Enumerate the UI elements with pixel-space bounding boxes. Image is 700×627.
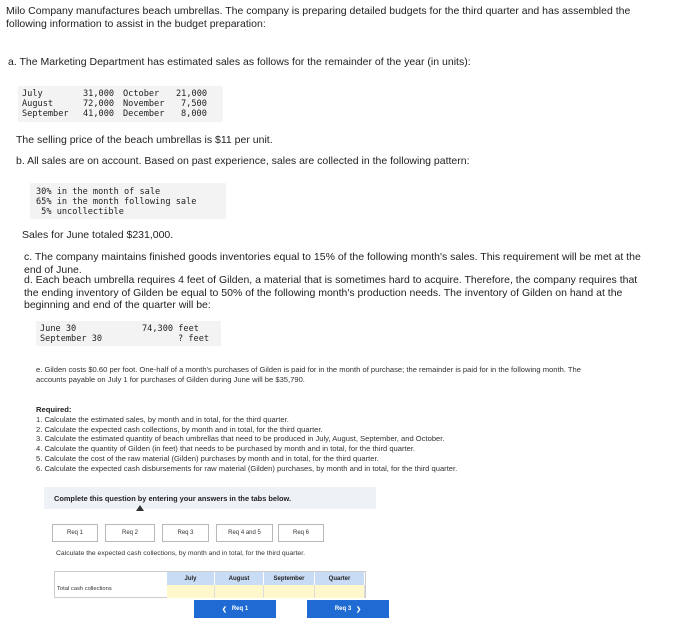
instruction-text: Complete this question by entering your answers in the tabs below.: [54, 493, 292, 503]
required-item: 3. Calculate the estimated quantity of beach umbrellas that need to be produced in July, August, September, and October.: [36, 434, 445, 444]
cursor-icon: [136, 505, 144, 511]
sales-month-1: July: [22, 89, 43, 99]
item-d: d. Each beach umbrella requires 4 feet of Gilden, a material that is sometimes hard to acquire. Therefore, the company requires that the ending inventory of Gilden be equal to 50% of the following month's production needs. The inventory of Gilden on hand at the beginning and end of the quarter will be:: [24, 274, 638, 311]
next-label: Req 3: [334, 606, 352, 612]
sales-month-1: September: [22, 109, 69, 119]
sales-month-2: December: [123, 109, 165, 119]
sales-table: [18, 86, 223, 122]
answer-table: [54, 571, 366, 598]
quarter-input[interactable]: [315, 585, 365, 598]
item-b: b. All sales are on account. Based on past experience, sales are collected in the following pattern:: [16, 155, 470, 167]
tab-bar: [52, 524, 332, 542]
item-c: c. The company maintains finished goods inventories equal to 15% of the following month's sales. This requirement will be met at the end of June.: [24, 251, 641, 276]
pattern-line: 65% in the month following sale: [36, 197, 197, 207]
sales-value-1: 41,000: [83, 109, 115, 119]
tab-label: Req 1: [66, 530, 83, 536]
gilden-inventory: [36, 321, 221, 346]
collection-pattern: [30, 183, 226, 219]
sales-month-1: August: [22, 99, 54, 109]
gilden-value: 74,300 feet: [142, 324, 199, 334]
chevron-left-icon: ❮: [221, 606, 227, 613]
chevron-right-icon: ❯: [356, 606, 362, 613]
col-header-july: July: [167, 572, 215, 585]
instruction-box: [44, 487, 376, 509]
item-e: e. Gilden costs $0.60 per foot. One-half of a month's purchases of Gilden is paid for in the month of purchase; the remainder is paid for in the following month. The accounts payable on July 1 for purchases of Gilden during June will be $35,790.: [36, 365, 581, 384]
col-header-quarter: Quarter: [315, 572, 365, 585]
prompt-text: Calculate the expected cash collections, by month and in total, for the third quarter.: [56, 550, 305, 557]
required-item: 4. Calculate the quantity of Gilden (in feet) that needs to be purchased by month and in total, for the third quarter.: [36, 444, 416, 454]
prev-label: Req 1: [231, 606, 249, 612]
gilden-value: ? feet: [178, 334, 210, 344]
sales-value-1: 31,000: [83, 89, 115, 99]
required-item: 5. Calculate the cost of the raw material (Gilden) purchases by month and in total, for the third quarter.: [36, 453, 379, 463]
intro-text: Milo Company manufactures beach umbrellas. The company is preparing detailed budgets for the third quarter and has assembled the following information to assist in the budget preparation:: [6, 5, 631, 30]
col-header-august: August: [215, 572, 264, 585]
tab-req-2[interactable]: [105, 524, 155, 542]
required-item: 1. Calculate the estimated sales, by month and in total, for the third quarter.: [36, 414, 289, 424]
price-line: The selling price of the beach umbrellas is $11 per unit.: [16, 134, 273, 146]
gilden-label: June 30: [40, 324, 77, 334]
sales-month-2: November: [123, 99, 165, 109]
tab-label: Req 3: [177, 530, 194, 536]
row-label: Total cash collections: [57, 586, 112, 592]
tab-label: Req 4 and 5: [228, 530, 261, 536]
required-item: 2. Calculate the expected cash collections, by month and in total, for the third quarter.: [36, 424, 323, 434]
july-input[interactable]: [167, 585, 215, 598]
august-input[interactable]: [215, 585, 264, 598]
required-section: [36, 405, 646, 474]
tab-req-6[interactable]: [278, 524, 324, 542]
sales-value-2: 21,000: [176, 89, 208, 99]
required-title: Required:: [36, 405, 72, 414]
tab-req-3[interactable]: [162, 524, 209, 542]
pattern-line: 5% uncollectible: [36, 207, 124, 217]
next-button[interactable]: [307, 600, 389, 618]
tab-label: Req 6: [292, 530, 309, 536]
required-item: 6. Calculate the expected cash disbursements for raw material (Gilden) purchases, by month and in total, for the third quarter.: [36, 463, 458, 473]
september-input[interactable]: [264, 585, 315, 598]
gilden-label: September 30: [40, 334, 103, 344]
june-sales: Sales for June totaled $231,000.: [22, 229, 174, 241]
col-header-september: September: [264, 572, 315, 585]
tab-req-4-and-5[interactable]: [216, 524, 273, 542]
item-a: a. The Marketing Department has estimated sales as follows for the remainder of the year (in units):: [8, 56, 471, 68]
sales-value-2: 7,500: [181, 99, 207, 109]
sales-month-2: October: [123, 89, 160, 99]
tab-req-1[interactable]: [52, 524, 98, 542]
sales-value-1: 72,000: [83, 99, 115, 109]
tab-label: Req 2: [121, 530, 138, 536]
sales-value-2: 8,000: [181, 109, 207, 119]
pattern-line: 30% in the month of sale: [36, 187, 161, 197]
prev-button[interactable]: [194, 600, 276, 618]
